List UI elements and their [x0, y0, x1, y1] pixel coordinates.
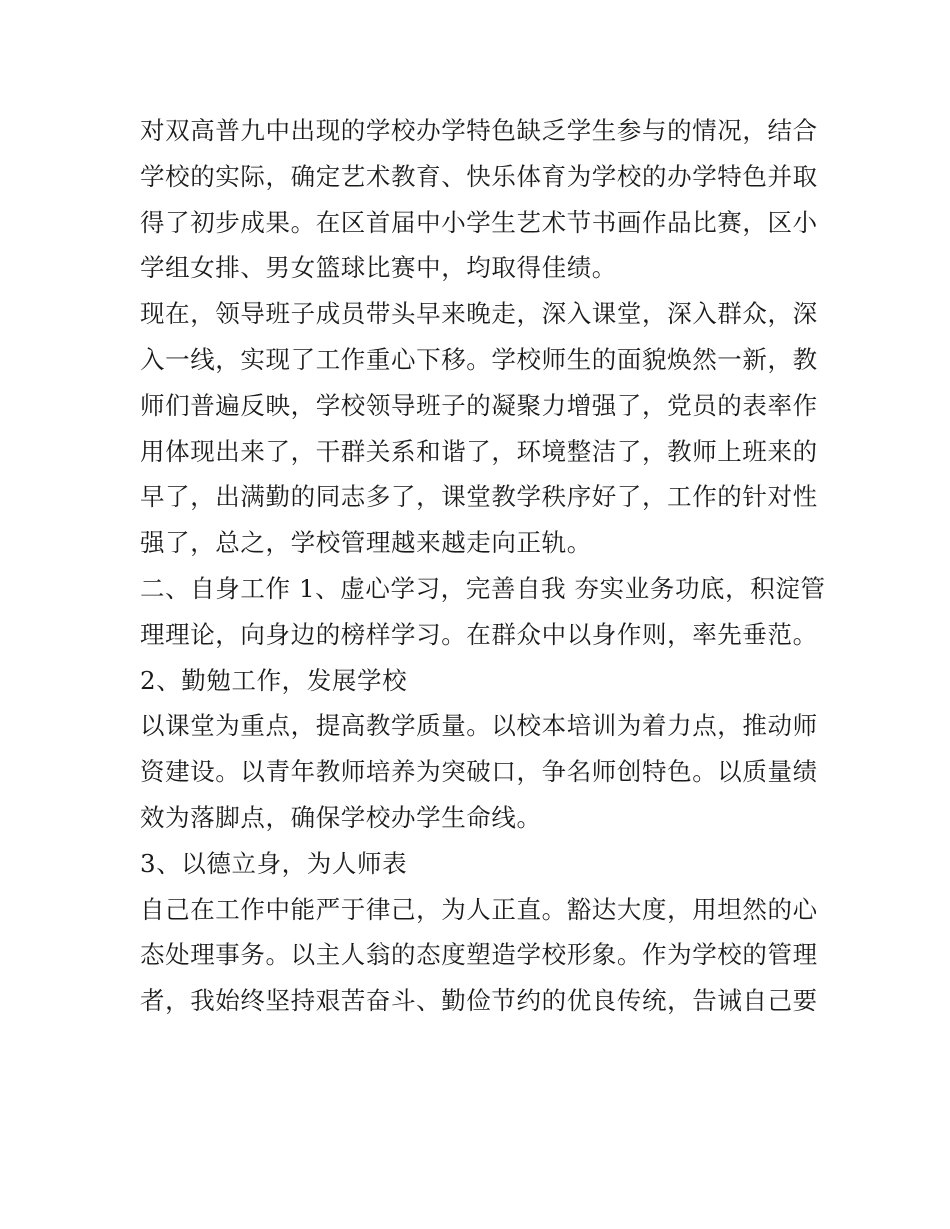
text-line: 者，我始终坚持艰苦奋斗、勤俭节约的优良传统，告诫自己要 [140, 986, 818, 1016]
text-line: 得了初步成果。在区首届中小学生艺术节书画作品比赛，区小 [140, 207, 818, 237]
text-line: 对双高普九中出现的学校办学特色缺乏学生参与的情况，结合 [140, 116, 818, 145]
text-line: 入一线，实现了工作重心下移。学校师生的面貌焕然一新，教 [140, 344, 818, 374]
text-line: 资建设。以青年教师培养为突破口，争名师创特色。以质量绩 [140, 757, 818, 787]
document-body [140, 108, 826, 1024]
text-line: 师们普遍反映，学校领导班子的凝聚力增强了，党员的表率作 [140, 390, 818, 420]
text-line: 现在，领导班子成员带头早来晚走，深入课堂，深入群众，深 [140, 299, 818, 329]
section-heading: 2、勤勉工作，发展学校 [140, 665, 408, 695]
text-line: 自己在工作中能严于律己，为人正直。豁达大度，用坦然的心 [140, 894, 818, 924]
text-line: 用体现出来了，干群关系和谐了，环境整洁了，教师上班来的 [140, 436, 818, 466]
text-line: 早了，出满勤的同志多了，课堂教学秩序好了，工作的针对性 [140, 482, 818, 512]
text-line: 效为落脚点，确保学校办学生命线。 [140, 802, 542, 832]
text-line: 以课堂为重点，提高教学质量。以校本培训为着力点，推动师 [140, 711, 818, 741]
text-line: 学校的实际，确定艺术教育、快乐体育为学校的办学特色并取 [140, 161, 818, 191]
text-line: 学组女排、男女篮球比赛中，均取得佳绩。 [140, 253, 617, 283]
text-line: 理理论，向身边的榜样学习。在群众中以身作则，率先垂范。 [140, 619, 818, 649]
section-heading: 3、以德立身，为人师表 [140, 848, 408, 878]
text-line: 强了，总之，学校管理越来越走向正轨。 [140, 528, 592, 558]
text-line: 二、自身工作 1、虚心学习，完善自我 夯实业务功底，积淀管 [140, 573, 826, 603]
text-line: 态处理事务。以主人翁的态度塑造学校形象。作为学校的管理 [140, 940, 818, 970]
